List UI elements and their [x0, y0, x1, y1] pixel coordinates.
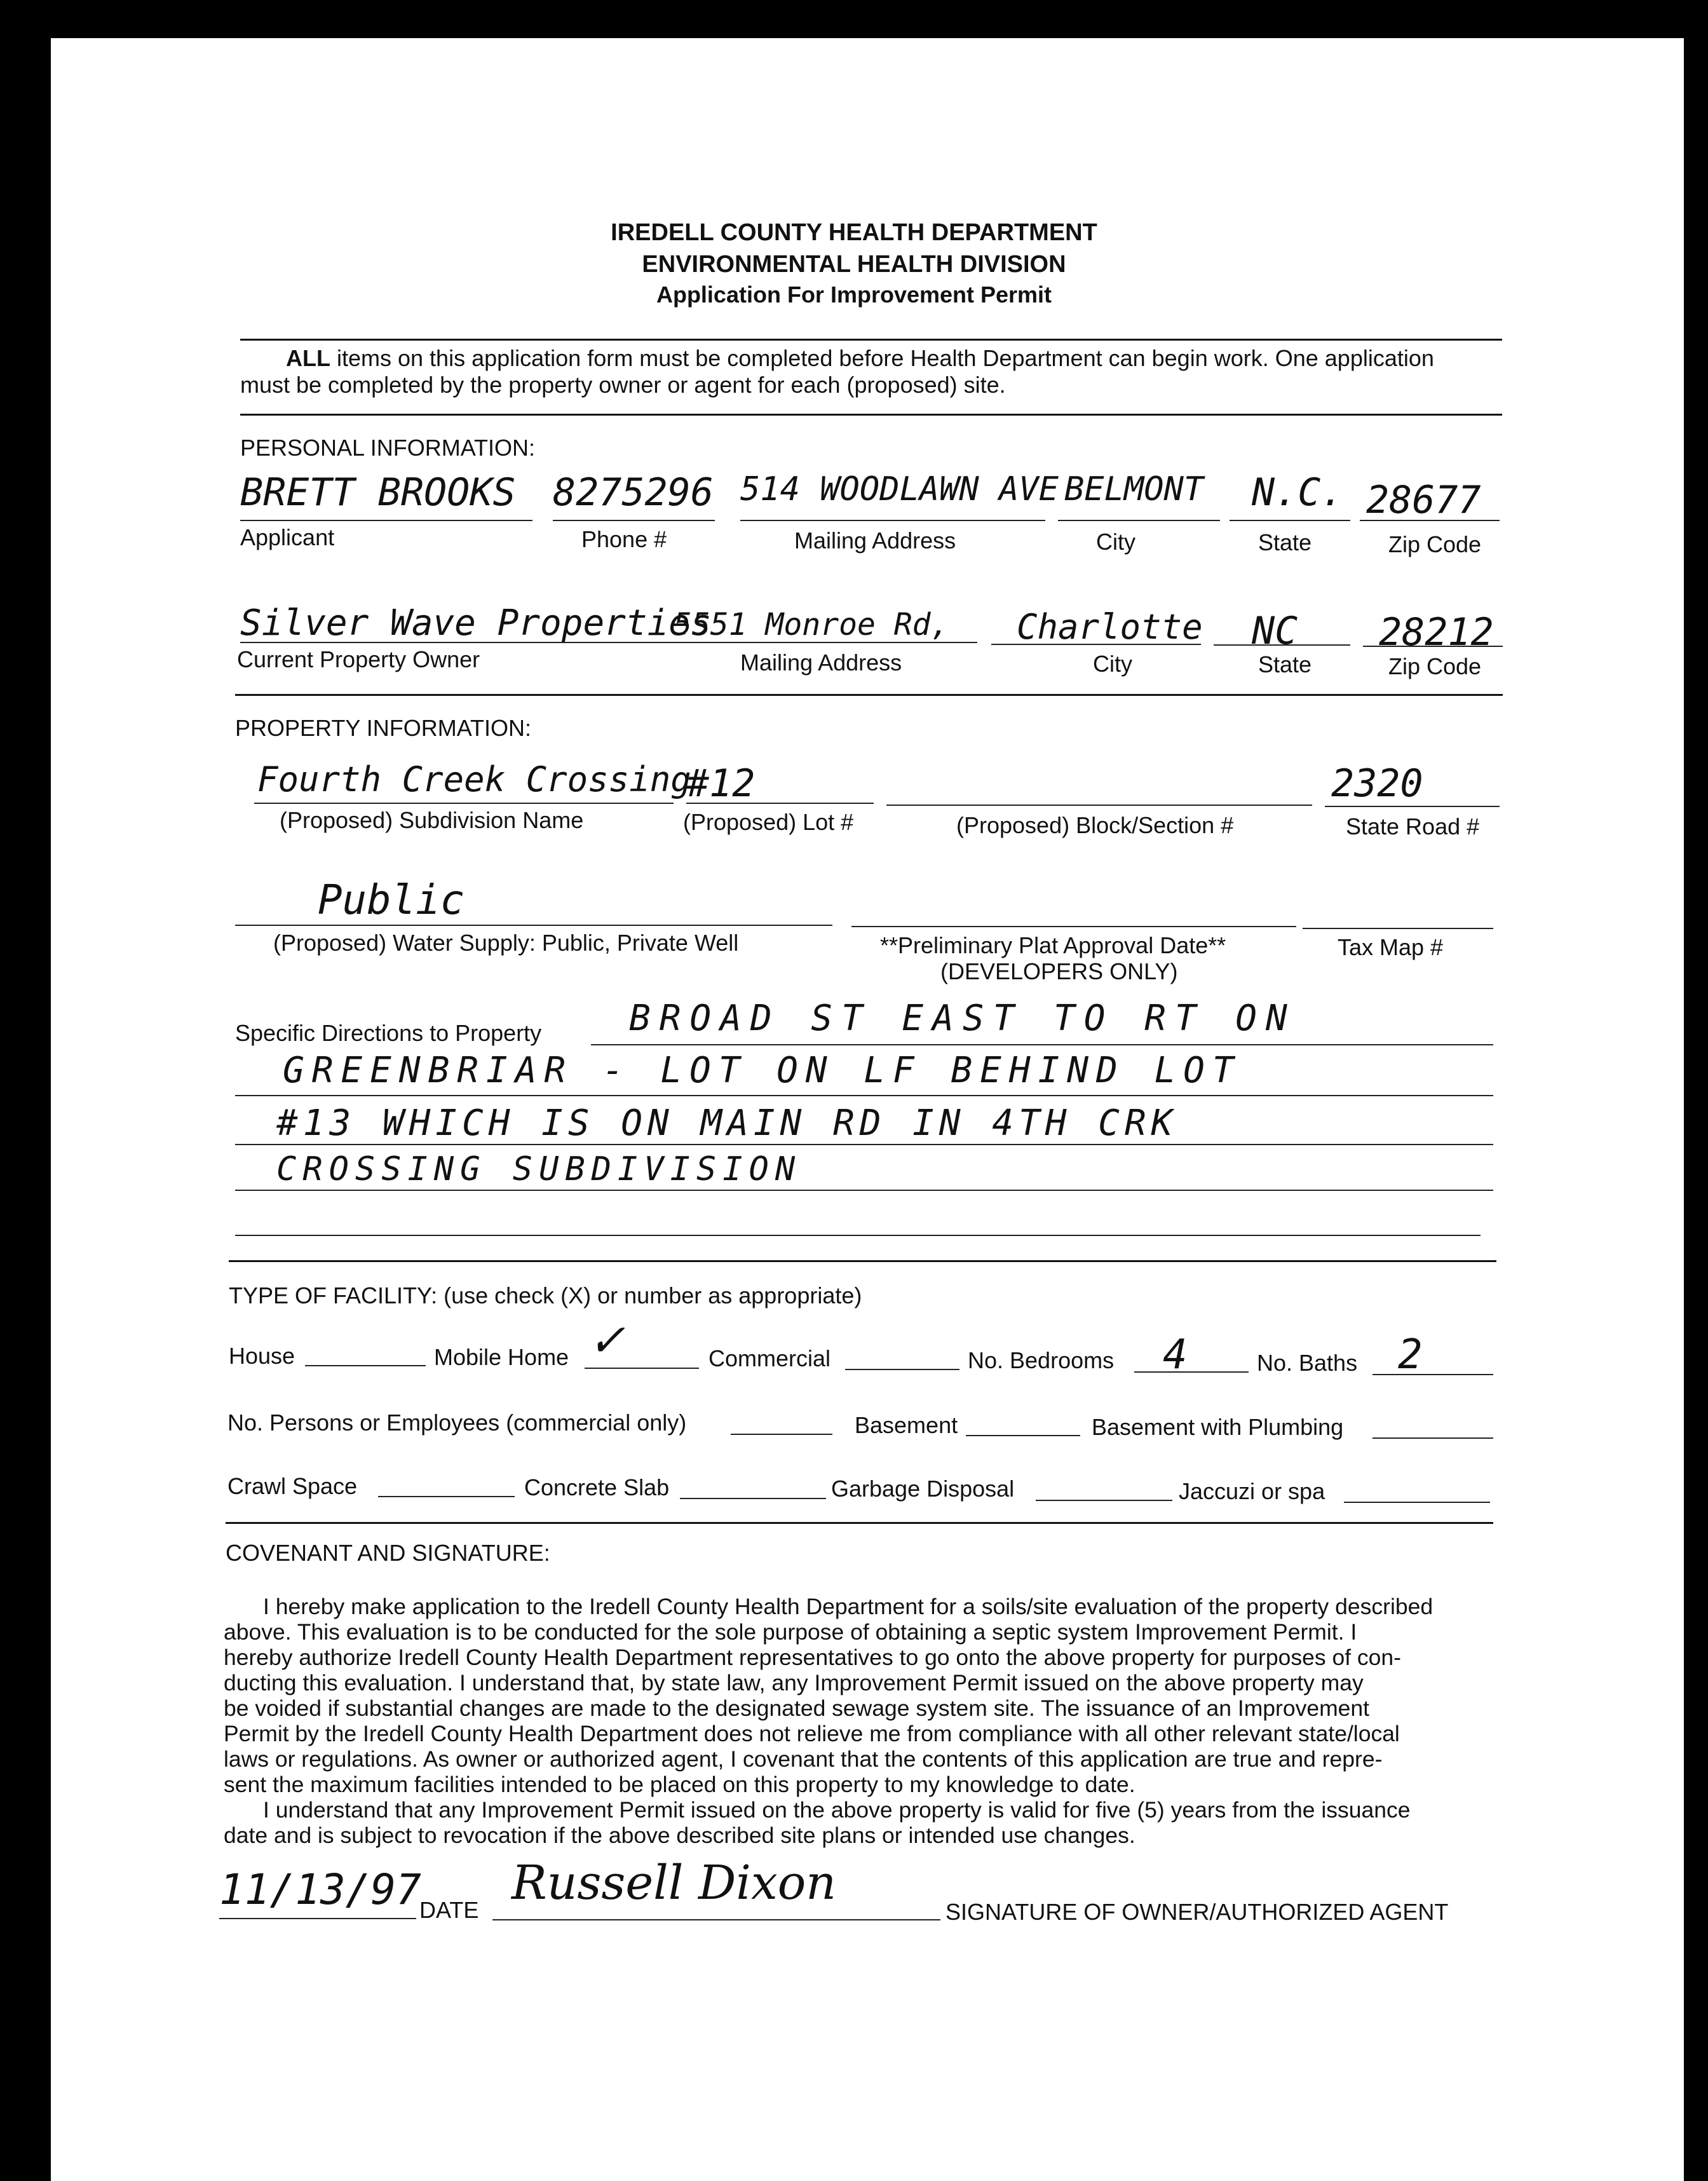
city-value: BELMONT — [1064, 470, 1204, 508]
bedrooms-label: No. Bedrooms — [968, 1347, 1115, 1373]
directions-rule-4 — [235, 1190, 1493, 1191]
state-road-label: State Road # — [1346, 813, 1480, 839]
covenant-line: I hereby make application to the Iredell County Health Department for a soils/site evaluation of the property described — [263, 1594, 1434, 1619]
facility-heading: TYPE OF FACILITY: (use check (X) or number as appropriate) — [229, 1282, 862, 1308]
tax-map-line — [1303, 928, 1493, 929]
covenant-line: I understand that any Improvement Permit issued on the above property is valid for five (5) years from the issuance — [263, 1797, 1411, 1823]
intro-text1: items on this application form must be completed before Health Department can begin work. One application — [337, 345, 1434, 371]
intro-text2: must be completed by the property owner or agent for each (proposed) site. — [240, 372, 1006, 398]
plat-label: **Preliminary Plat Approval Date** — [880, 932, 1226, 958]
directions-rule-2 — [235, 1095, 1493, 1096]
covenant-line: date and is subject to revocation if the above described site plans or intended use changes. — [224, 1823, 1135, 1848]
state-road-line — [1325, 806, 1500, 807]
crawl-line — [378, 1496, 515, 1497]
owner-zip-label: Zip Code — [1388, 653, 1482, 679]
covenant-line: be voided if substantial changes are made to the designated sewage system site. The issuance of an Improvement — [224, 1695, 1370, 1721]
signature-line — [492, 1919, 940, 1920]
city-label: City — [1096, 529, 1135, 555]
garbage-label: Garbage Disposal — [831, 1476, 1015, 1502]
plat-line — [851, 926, 1296, 927]
intro-lead: ALL — [286, 345, 330, 371]
slab-line — [680, 1498, 826, 1499]
signature-label: SIGNATURE OF OWNER/AUTHORIZED AGENT — [946, 1899, 1449, 1925]
mobile-home-label: Mobile Home — [434, 1344, 569, 1370]
basement-line — [966, 1435, 1080, 1436]
applicant-line — [240, 520, 532, 521]
covenant-line: laws or regulations. As owner or authorized agent, I covenant that the contents of this application are true and repre- — [224, 1746, 1383, 1772]
lot-label: (Proposed) Lot # — [683, 809, 854, 835]
baths-label: No. Baths — [1257, 1350, 1358, 1376]
water-label: (Proposed) Water Supply: Public, Private Well — [273, 930, 739, 956]
directions-line-4: CROSSING SUBDIVISION — [276, 1150, 802, 1188]
lot-value: #12 — [686, 761, 756, 806]
address-value: 514 WOODLAWN AVE — [740, 470, 1059, 508]
owner-city-line — [991, 644, 1201, 645]
directions-rule-3 — [235, 1144, 1493, 1145]
owner-state-line — [1214, 644, 1350, 646]
directions-rule-5 — [235, 1235, 1481, 1236]
state-label: State — [1258, 529, 1312, 555]
zip-label: Zip Code — [1388, 531, 1482, 557]
slab-label: Concrete Slab — [524, 1474, 670, 1500]
commercial-line — [845, 1369, 959, 1370]
baths-line — [1372, 1374, 1493, 1375]
division-title: ENVIRONMENTAL HEALTH DIVISION — [642, 251, 1066, 278]
directions-line-2: GREENBRIAR - LOT ON LF BEHIND LOT — [283, 1050, 1242, 1091]
water-line — [235, 925, 832, 926]
bedrooms-line — [1134, 1371, 1249, 1373]
covenant-line: hereby authorize Iredell County Health Department representatives to go onto the above property for purposes of con- — [224, 1645, 1401, 1670]
phone-label: Phone # — [581, 526, 667, 552]
rule-personal — [235, 694, 1503, 696]
city-line — [1058, 520, 1220, 521]
dept-title: IREDELL COUNTY HEALTH DEPARTMENT — [611, 219, 1097, 246]
directions-rule-1 — [591, 1044, 1493, 1045]
covenant-line: sent the maximum facilities intended to be placed on this property to my knowledge to date. — [224, 1772, 1135, 1797]
owner-state-label: State — [1258, 651, 1312, 677]
rule-property — [229, 1260, 1496, 1262]
subdivision-value: Fourth Creek Crossing — [257, 759, 691, 799]
owner-state-value: NC — [1252, 609, 1298, 653]
covenant-line: Permit by the Iredell County Health Department does not relieve me from compliance with all other relevant state/local — [224, 1721, 1400, 1746]
signature-value: Russell Dixon — [512, 1856, 836, 1910]
zip-line — [1360, 520, 1500, 521]
date-label: DATE — [419, 1897, 479, 1923]
mobile-home-line — [585, 1368, 699, 1369]
lot-line — [686, 803, 874, 804]
basement-plumbing-line — [1372, 1437, 1493, 1439]
phone-line — [553, 520, 715, 521]
state-road-value: 2320 — [1331, 761, 1423, 806]
phone-value: 8275296 — [553, 470, 714, 515]
date-line — [219, 1918, 416, 1919]
directions-line-3: #13 WHICH IS ON MAIN RD IN 4TH CRK — [276, 1103, 1178, 1144]
jaccuzi-label: Jaccuzi or spa — [1179, 1478, 1325, 1504]
baths-value: 2 — [1398, 1331, 1423, 1378]
property-heading: PROPERTY INFORMATION: — [235, 715, 532, 741]
owner-zip-value: 28212 — [1379, 610, 1494, 655]
owner-value: Silver Wave Properties — [240, 602, 712, 644]
house-label: House — [229, 1343, 295, 1369]
applicant-value: BRETT BROOKS — [240, 470, 516, 515]
state-line — [1230, 520, 1350, 521]
address-label: Mailing Address — [794, 527, 956, 554]
rule-intro — [240, 414, 1502, 416]
block-line — [886, 805, 1312, 806]
covenant-paragraph — [224, 1594, 1433, 1848]
owner-address-value: 5551 Monroe Rd, — [674, 607, 949, 642]
zip-value: 28677 — [1366, 478, 1481, 522]
basement-plumbing-label: Basement with Plumbing — [1092, 1414, 1344, 1440]
plat-sub-label: (DEVELOPERS ONLY) — [940, 958, 1178, 984]
subdivision-line — [254, 803, 674, 804]
bedrooms-value: 4 — [1163, 1331, 1188, 1378]
form-title: Application For Improvement Permit — [656, 282, 1052, 308]
owner-city-label: City — [1093, 651, 1132, 677]
rule-facility — [226, 1522, 1493, 1524]
garbage-line — [1036, 1500, 1172, 1501]
owner-city-value: Charlotte — [1017, 607, 1203, 647]
basement-label: Basement — [855, 1412, 958, 1438]
directions-line-1: BROAD ST EAST TO RT ON — [629, 998, 1296, 1039]
address-line — [740, 520, 1045, 521]
owner-line — [240, 642, 977, 643]
mobile-home-check: ✓ — [591, 1309, 622, 1368]
crawl-label: Crawl Space — [227, 1473, 358, 1499]
water-value: Public — [318, 877, 465, 924]
block-label: (Proposed) Block/Section # — [956, 812, 1234, 838]
covenant-heading: COVENANT AND SIGNATURE: — [226, 1540, 550, 1566]
owner-label: Current Property Owner — [237, 646, 480, 672]
intro-line1 — [286, 345, 1434, 372]
personal-heading: PERSONAL INFORMATION: — [240, 435, 536, 461]
applicant-label: Applicant — [240, 524, 335, 550]
owner-address-label: Mailing Address — [740, 649, 902, 676]
tax-map-label: Tax Map # — [1338, 934, 1444, 960]
house-line — [305, 1365, 426, 1366]
date-value: 11/13/97 — [219, 1865, 421, 1914]
owner-zip-line — [1363, 646, 1503, 647]
jaccuzi-line — [1344, 1502, 1490, 1503]
persons-line — [731, 1434, 832, 1435]
subdivision-label: (Proposed) Subdivision Name — [280, 807, 584, 833]
commercial-label: Commercial — [708, 1345, 831, 1371]
persons-label: No. Persons or Employees (commercial only) — [227, 1410, 687, 1436]
state-value: N.C. — [1252, 470, 1344, 515]
rule-top — [240, 339, 1502, 341]
covenant-line: ducting this evaluation. I understand that, by state law, any Improvement Permit issued on the above property may — [224, 1670, 1364, 1695]
directions-label: Specific Directions to Property — [235, 1020, 542, 1046]
covenant-line: above. This evaluation is to be conducted for the sole purpose of obtaining a septic system Improvement Permit. I — [224, 1619, 1357, 1645]
